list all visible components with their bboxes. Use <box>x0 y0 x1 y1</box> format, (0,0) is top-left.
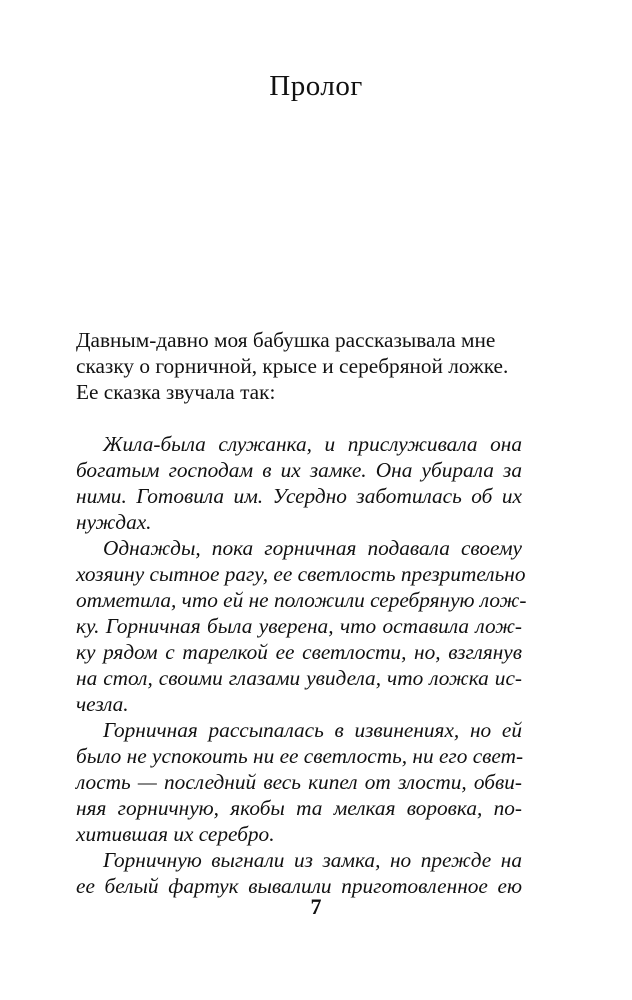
page-number: 7 <box>310 894 322 919</box>
story-line: ними. Готовила им. Усердно заботилась об их <box>76 484 522 508</box>
story-line: ее белый фартук вывалили приготовленное ею <box>76 874 522 898</box>
story-line: на стол, своими глазами увидела, что ложка ис- <box>76 666 522 690</box>
story-line: няя горничную, якобы та мелкая воровка, по- <box>76 796 522 820</box>
story-line: хозяину сытное рагу, ее светлость презрительно <box>76 562 526 586</box>
story-line: ку. Горничная была уверена, что оставила лож- <box>76 614 522 638</box>
story-line: было не успокоить ни ее светлость, ни его свет- <box>76 744 524 768</box>
story-line: Горничная рассыпалась в извинениях, но ей <box>103 718 522 742</box>
intro-line: Ее сказка звучала так: <box>76 380 276 404</box>
story-line: Жила-была служанка, и прислуживала она <box>103 432 522 456</box>
intro-line: Давным-давно моя бабушка рассказывала мне <box>76 328 496 352</box>
story-line: чезла. <box>76 692 129 716</box>
story-line: Однажды, пока горничная подавала своему <box>103 536 522 560</box>
intro-line: сказку о горничной, крысе и серебряной ложке. <box>76 354 509 378</box>
story-line: ку рядом с тарелкой ее светлости, но, взглянув <box>76 640 522 664</box>
story-line: нуждах. <box>76 510 152 534</box>
story-line: Горничную выгнали из замка, но прежде на <box>103 848 522 872</box>
story-line: лость — последний весь кипел от злости, обви- <box>76 770 522 794</box>
story-line: богатым господам в их замке. Она убирала за <box>76 458 522 482</box>
story-line: хитившая их серебро. <box>76 822 275 846</box>
story-line: отметила, что ей не положили серебряную лож- <box>76 588 527 612</box>
chapter-title: Пролог <box>269 70 363 102</box>
